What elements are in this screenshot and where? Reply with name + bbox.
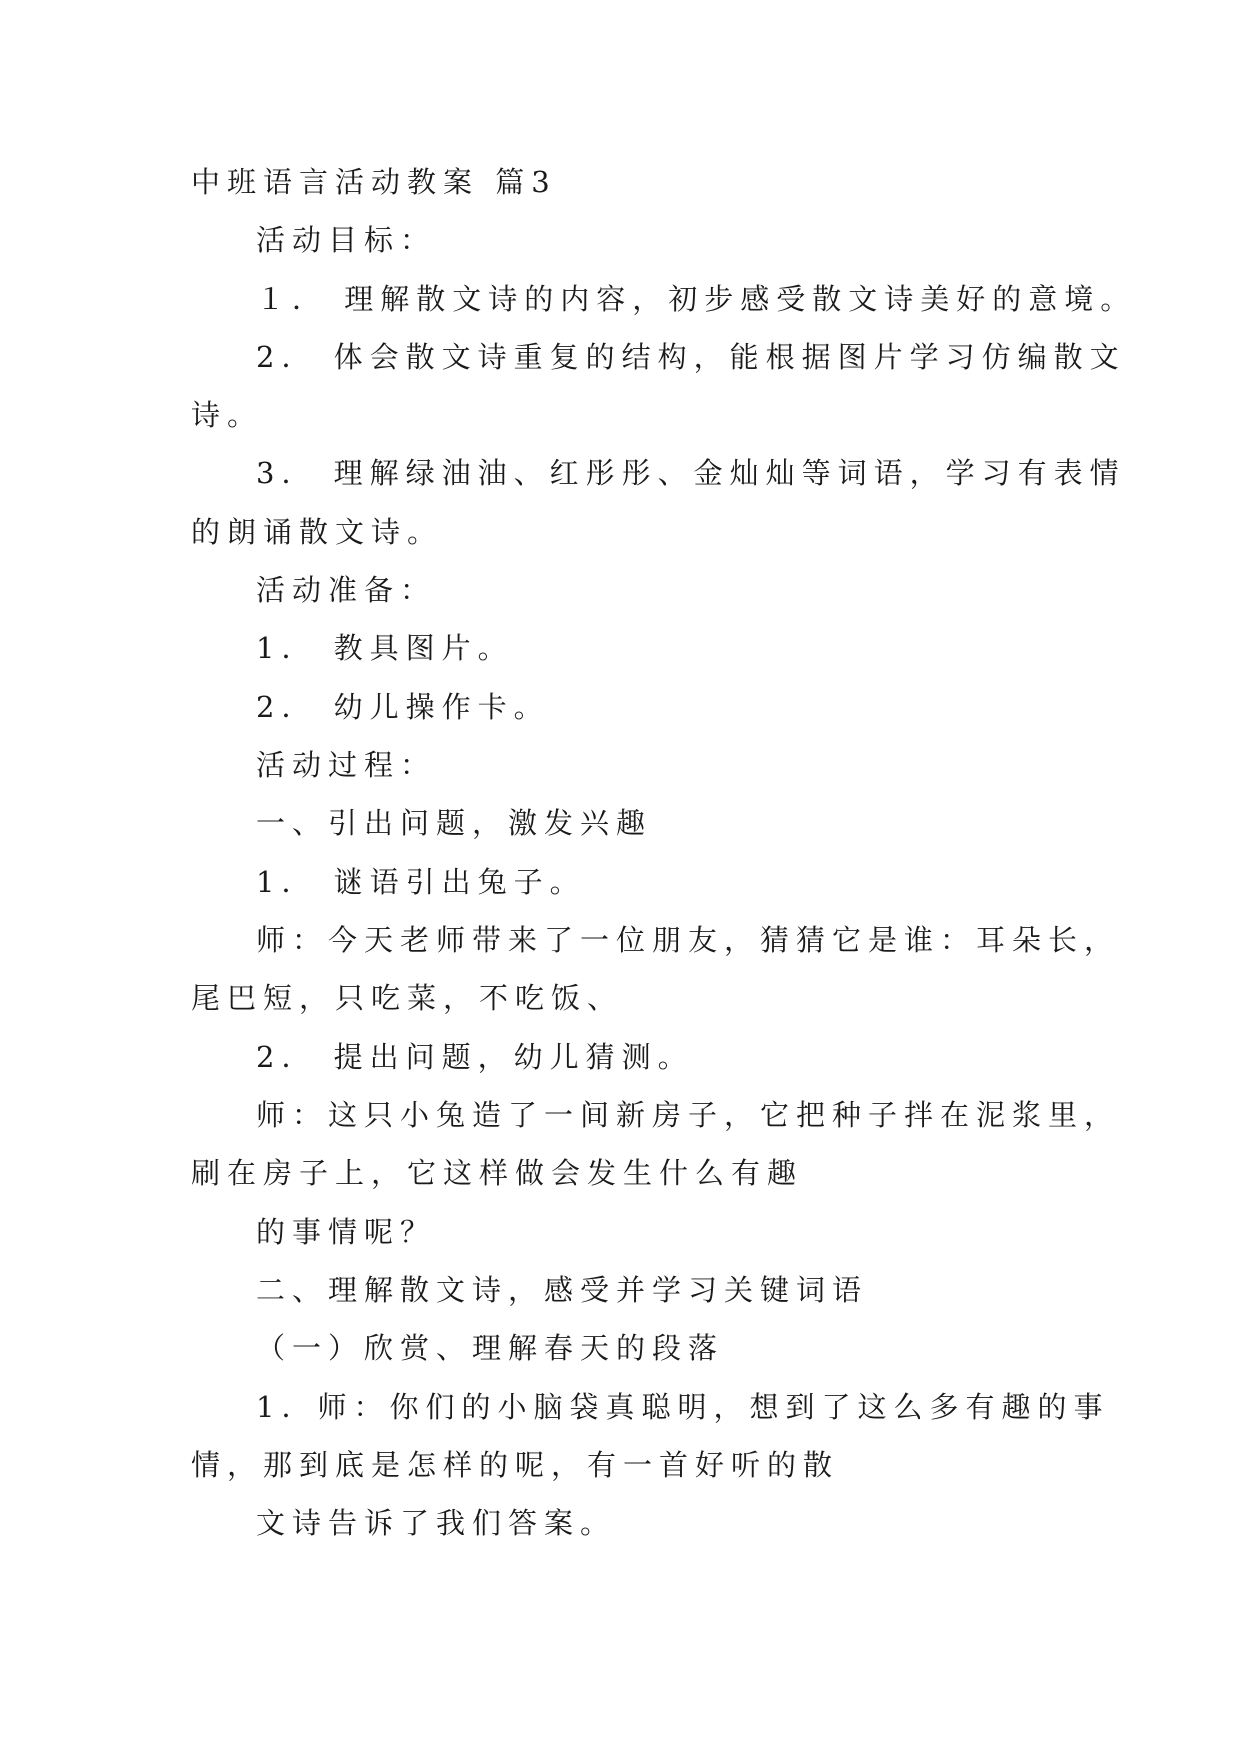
document-title: 中班语言活动教案 篇3 [191,165,557,199]
goal-item-3-continued: 的朗诵散文诗。 [191,515,444,549]
section-heading-goals: 活动目标： [256,223,437,257]
preparation-item-1: 1． 教具图片。 [256,631,514,665]
process-step-1: 1． 谜语引出兔子。 [256,865,586,899]
section-heading-process: 活动过程： [256,748,437,782]
process-step-2: 2． 提出问题，幼儿猜测。 [256,1040,694,1074]
goal-item-3: 3． 理解绿油油、红彤彤、金灿灿等词语，学习有表情 [256,456,1126,490]
section-heading-preparation: 活动准备： [256,573,437,607]
goal-item-2-continued: 诗。 [191,398,264,432]
process-part-1-heading: 一、引出问题，激发兴趣 [256,806,653,840]
process-part-2-heading: 二、理解散文诗，感受并学习关键词语 [256,1273,869,1307]
teacher-question-end: 的事情呢？ [256,1215,437,1249]
teacher-question-line: 师：这只小兔造了一间新房子，它把种子拌在泥浆里， [256,1098,1121,1132]
subsection-step-1-end: 文诗告诉了我们答案。 [256,1506,617,1540]
teacher-question-continued: 刷在房子上，它这样做会发生什么有趣 [191,1156,804,1190]
subsection-spring-heading: （一）欣赏、理解春天的段落 [256,1331,725,1365]
preparation-item-2: 2． 幼儿操作卡。 [256,690,550,724]
goal-item-2: 2． 体会散文诗重复的结构，能根据图片学习仿编散文 [256,340,1126,374]
teacher-riddle-continued: 尾巴短，只吃菜，不吃饭、 [191,981,624,1015]
teacher-riddle-line: 师：今天老师带来了一位朋友，猜猜它是谁：耳朵长， [256,923,1121,957]
goal-item-1: １． 理解散文诗的内容，初步感受散文诗美好的意境。 [256,282,1137,316]
subsection-step-1: 1．师：你们的小脑袋真聪明，想到了这么多有趣的事 [256,1390,1110,1424]
subsection-step-1-continued: 情，那到底是怎样的呢，有一首好听的散 [191,1448,840,1482]
